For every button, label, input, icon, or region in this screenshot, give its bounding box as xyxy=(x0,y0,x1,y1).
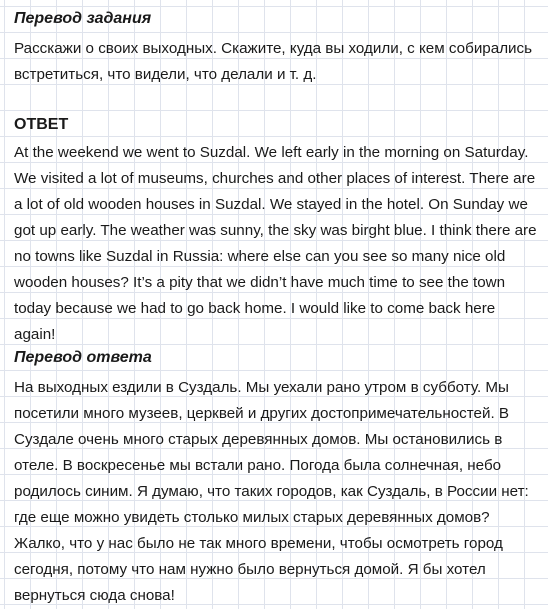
answer-translation-heading: Перевод ответа xyxy=(14,349,152,366)
task-translation-text: Расскажи о своих выходных. Скажите, куда вы ходили, с кем собирались встретиться, что видели, что делали и т. д. xyxy=(14,40,533,83)
answer-translation-text: На выходных ездили в Суздаль. Мы уехали рано утром в субботу. Мы посетили много музеев, церквей и других достопримечательностей. В Суздале очень много старых деревянных домов. Мы остановились в отеле. В воскресенье мы встали рано. Погода была солнечная, небо родилось синим. Я думаю, что таких городов, как Суздаль, в России нет: где еще можно увидеть столько милых старых деревянных домов? Жалко, что у нас было не так много времени, чтобы осмотреть город сегодня, потому что нам нужно было вернуться домой. Я бы хотел вернуться сюда снова! xyxy=(14,379,529,604)
answer-heading: ОТВЕТ xyxy=(14,116,69,133)
task-translation-section xyxy=(14,6,540,88)
answer-text: At the weekend we went to Suzdal. We left early in the morning on Saturday. We visited a lot of museums, churches and other places of interest. There are a lot of old wooden houses in Suzdal. We stayed in the hotel. On Sunday we got up early. The weather was sunny, the sky was birght blue. I think there are no towns like Suzdal in Russia: where else can you see so many nice old wooden houses? It’s a pity that we didn’t have much time to see the town today because we had to go back home. I would like to come back here again! xyxy=(14,144,537,343)
answer-translation-section xyxy=(14,345,540,609)
answer-section xyxy=(14,112,540,348)
task-translation-heading: Перевод задания xyxy=(14,10,152,27)
